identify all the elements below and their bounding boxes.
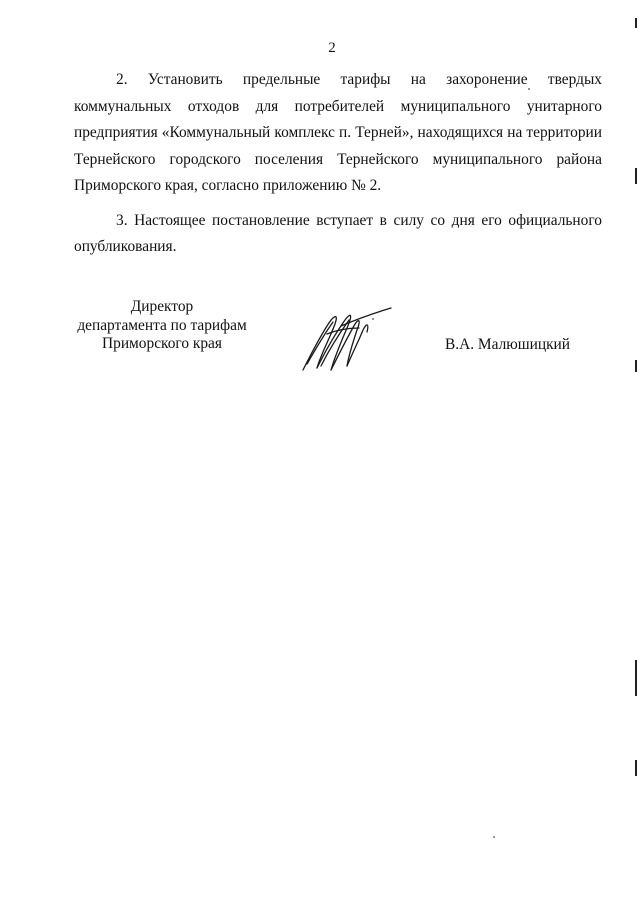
scan-speck xyxy=(528,88,530,90)
document-body xyxy=(74,67,602,261)
signatory-title-line-1: Директор xyxy=(130,298,194,315)
signatory-title-line-2: департамента по тарифам xyxy=(77,316,247,334)
scan-speck xyxy=(493,836,495,838)
handwritten-signature xyxy=(297,306,393,372)
scan-speck xyxy=(372,318,374,320)
paragraph-3: 3. Настоящее постановление вступает в силу со дня его официального опубликования. xyxy=(74,211,602,255)
scan-edge-mark xyxy=(635,660,637,696)
scan-edge-mark xyxy=(635,168,637,184)
paragraph-2: 2. Установить предельные тарифы на захоронение твердых коммунальных отходов для потребителей муниципального унитарного предприятия «Коммунальный комплекс п. Терней», находящихся на территории Тернейского городского поселения Тернейского муниципального района Приморского края, согласно приложению № 2. xyxy=(74,71,602,194)
page-number: 2 xyxy=(328,40,336,56)
scan-edge-mark xyxy=(635,360,637,372)
signatory-name: В.А. Малюшицкий xyxy=(445,336,571,353)
scan-edge-mark xyxy=(635,18,637,28)
scan-edge-mark xyxy=(635,760,637,776)
signatory-title xyxy=(74,298,250,354)
signature-block xyxy=(74,298,602,378)
signatory-title-line-3: Приморского края xyxy=(102,335,222,352)
